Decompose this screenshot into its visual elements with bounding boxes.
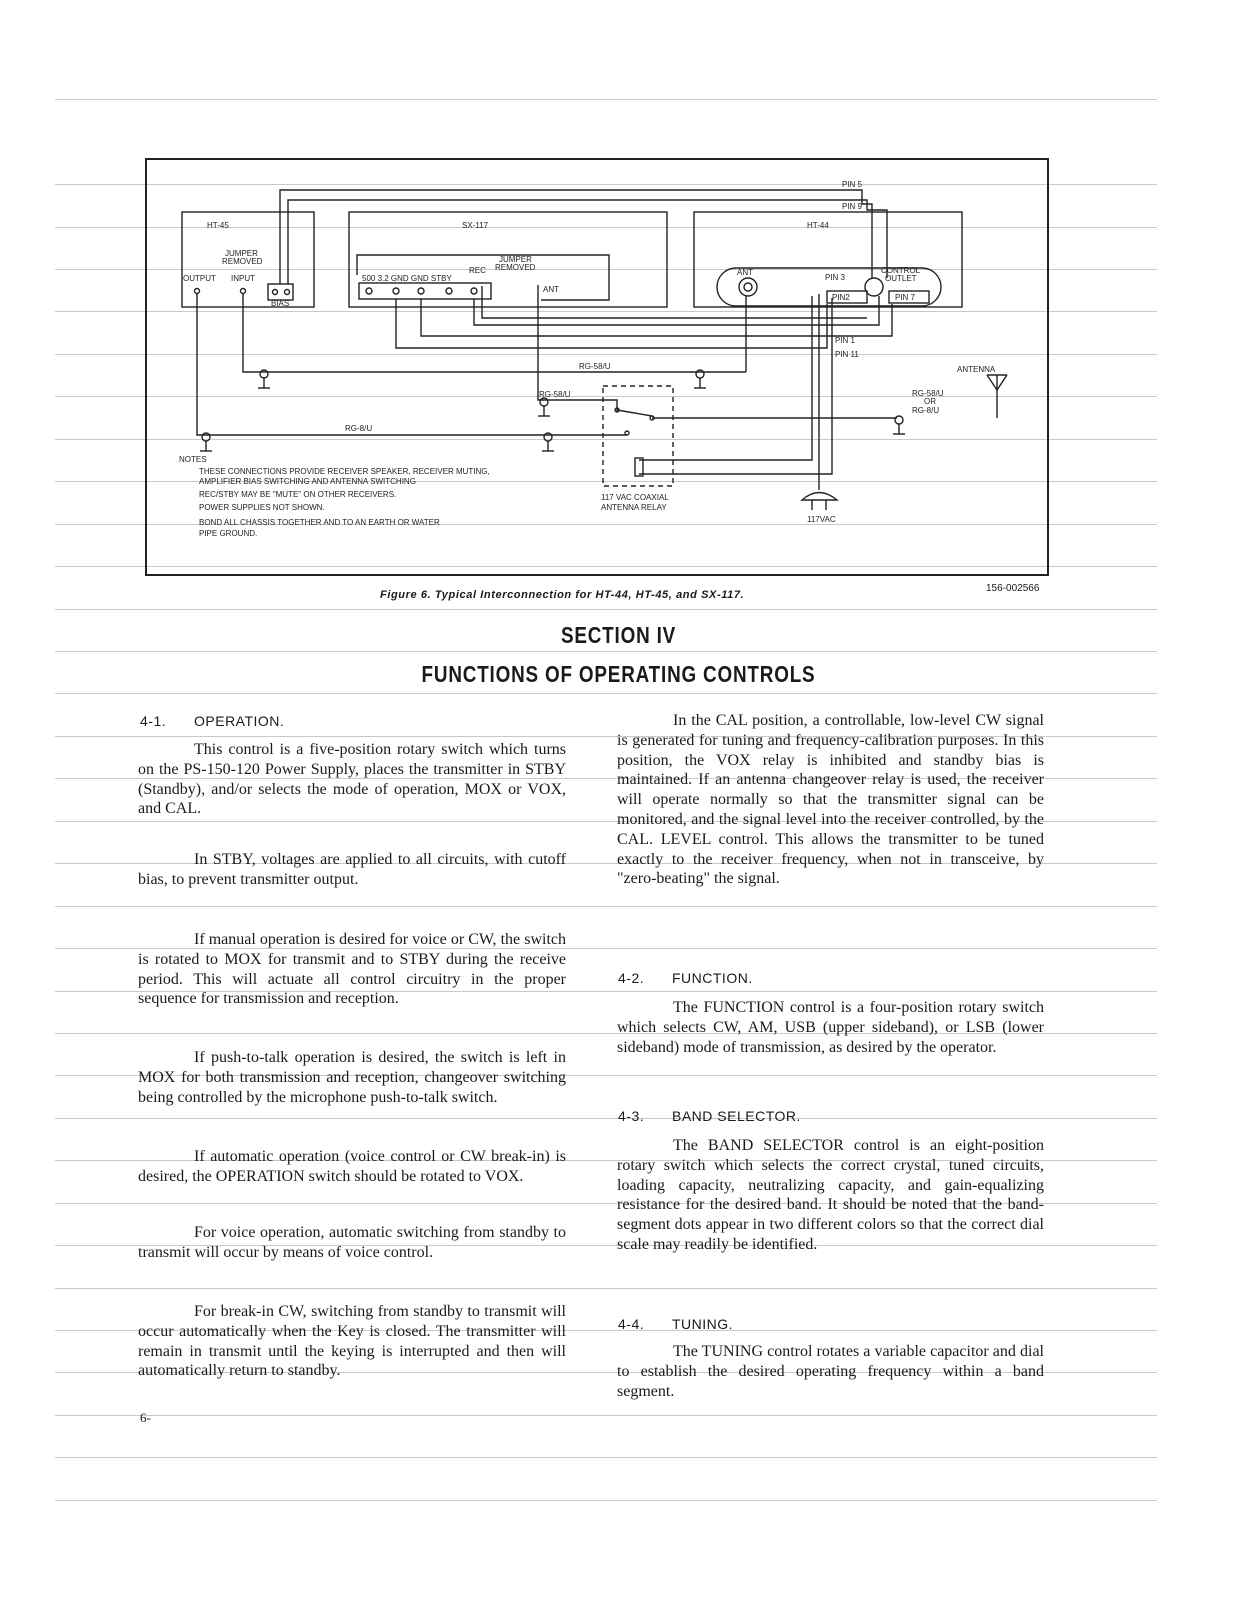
label-pin1: PIN 1 [835, 336, 856, 345]
paragraph: If push-to-talk operation is desired, the switch is left in MOX for both transmission and reception, changeover switching being controlled by the microphone push-to-talk switch. [138, 1049, 566, 1106]
scan-rule [55, 906, 1157, 907]
subsection-number: 4-4. [618, 1316, 645, 1332]
figure-caption: Figure 6. Typical Interconnection for HT-44, HT-45, and SX-117. [380, 589, 745, 601]
subsection-number: 4-1. [140, 713, 167, 729]
label-rg58-mid: RG-58/U [539, 390, 571, 399]
relay-box [603, 386, 673, 486]
label-jumper: JUMPER [225, 249, 258, 258]
paragraph: The TUNING control rotates a variable capacitor and dial to establish the desired operating frequency within a band segment. [617, 1343, 1044, 1400]
interconnection-diagram [147, 160, 1047, 574]
label-pin2: PIN2 [832, 293, 850, 302]
note-1: THESE CONNECTIONS PROVIDE RECEIVER SPEAKER, RECEIVER MUTING, [199, 467, 490, 476]
label-pin7: PIN 7 [895, 293, 916, 302]
label-rg8: RG-8/U [345, 424, 373, 433]
scan-rule [55, 99, 1157, 100]
label-rg58-top: RG-58/U [579, 362, 611, 371]
paragraph: The FUNCTION control is a four-position rotary switch which selects CW, AM, USB (upper sideband), or LSB (lower sideband) mode of transmission, as desired by the operator. [617, 999, 1044, 1056]
subsection-4-3-heading [618, 1108, 801, 1124]
label-sx-terminals: 500 3.2 GND GND STBY [362, 274, 452, 283]
scan-rule [55, 693, 1157, 694]
subsection-title: BAND SELECTOR. [672, 1108, 801, 1124]
scan-rule [55, 1288, 1157, 1289]
paragraph: If automatic operation (voice control or CW break-in) is desired, the OPERATION switch should be rotated to VOX. [138, 1148, 566, 1185]
label-sx-ant: ANT [543, 285, 559, 294]
section-subtitle: FUNCTIONS OF OPERATING CONTROLS [421, 661, 816, 687]
note-2: AMPLIFIER BIAS SWITCHING AND ANTENNA SWITCHING [199, 477, 416, 486]
paragraph: In STBY, voltages are applied to all circuits, with cutoff bias, to prevent transmitter output. [138, 851, 566, 888]
note-5: BOND ALL CHASSIS TOGETHER AND TO AN EARTH OR WATER [199, 518, 440, 527]
label-relay-2: ANTENNA RELAY [601, 503, 667, 512]
label-pin11: PIN 11 [835, 350, 859, 359]
scan-rule [55, 1457, 1157, 1458]
label-sx-removed: REMOVED [495, 263, 536, 272]
scan-rule [55, 609, 1157, 610]
label-ht44-ant: ANT [737, 268, 753, 277]
label-rg58-or-2: OR [924, 397, 936, 406]
label-pin9: PIN 9 [842, 202, 863, 211]
subsection-title: TUNING. [672, 1316, 734, 1332]
note-3: REC/STBY MAY BE "MUTE" ON OTHER RECEIVERS. [199, 490, 397, 499]
scan-rule [55, 1118, 1157, 1119]
label-pin3: PIN 3 [825, 273, 846, 282]
label-relay-1: 117 VAC COAXIAL [601, 493, 669, 502]
scan-rule [55, 1415, 1157, 1416]
paragraph: The BAND SELECTOR control is an eight-position rotary switch which selects the correct crystal, tuned circuits, loading capacity, neutralizing capacity, and gain-equalizing resistance for the desired band. It should be noted that the band-segment dots appear in two different colors so that the correct dial scale may readily be identified. [617, 1137, 1044, 1253]
paragraph: For voice operation, automatic switching from standby to transmit will occur by means of voice control. [138, 1224, 566, 1261]
label-outlet: OUTLET [885, 274, 917, 283]
label-input: INPUT [231, 274, 255, 283]
figure-number: 156-002566 [986, 583, 1040, 594]
subsection-4-2-heading [618, 970, 753, 986]
label-antenna: ANTENNA [957, 365, 996, 374]
page-number: 6- [140, 1410, 151, 1425]
scan-rule [55, 1500, 1157, 1501]
label-rg58-or-1: RG-58/U [912, 389, 944, 398]
label-output: OUTPUT [183, 274, 216, 283]
paragraph: This control is a five-position rotary switch which turns on the PS-150-120 Power Supply, places the transmitter in STBY (Standby), and/or selects the mode of operation, MOX or VOX, and CAL. [138, 741, 566, 818]
scan-rule [55, 651, 1157, 652]
label-ht45: HT-45 [207, 221, 229, 230]
subsection-4-4-heading [618, 1316, 733, 1332]
paragraph: If manual operation is desired for voice or CW, the switch is rotated to MOX for transmit and to STBY during the receive period. This will actuate all control circuitry in the proper sequence for transmission and reception. [138, 931, 566, 1008]
paragraph: For break-in CW, switching from standby to transmit will occur automatically when the Key is closed. The transmitter will remain in transmit until the keying is interrupted and then will automatically return to standby. [138, 1303, 566, 1380]
subsection-title: OPERATION. [194, 713, 285, 729]
notes-title: NOTES [179, 455, 207, 464]
subsection-number: 4-3. [618, 1108, 645, 1124]
section-title: SECTION IV [560, 622, 677, 648]
label-bias: BIAS [271, 299, 290, 308]
paragraph: In the CAL position, a controllable, low-level CW signal is generated for tuning and frequency-calibration purposes. In this position, the VOX relay is inhibited and standby bias is maintained. If an antenna changeover relay is used, the receiver will operate normally so that the transmitter signal can be monitored, and the signal level into the receiver controlled, by the CAL. LEVEL control. This allows the transmitter to be tuned exactly to the receiver frequency, when not in transceive, by "zero-beating" the signal. [617, 712, 1044, 888]
subsection-number: 4-2. [618, 970, 645, 986]
label-rg58-or-3: RG-8/U [912, 406, 940, 415]
label-rec: REC [469, 266, 486, 275]
label-sx-jumper: JUMPER [499, 255, 532, 264]
figure-frame [145, 158, 1049, 576]
subsection-4-1-heading [140, 713, 284, 729]
label-117vac: 117VAC [807, 515, 836, 524]
note-6: PIPE GROUND. [199, 529, 258, 538]
label-removed: REMOVED [222, 257, 263, 266]
subsection-title: FUNCTION. [672, 970, 753, 986]
label-pin5: PIN 5 [842, 180, 863, 189]
label-sx117: SX-117 [462, 221, 489, 230]
label-control: CONTROL [881, 266, 921, 275]
note-4: POWER SUPPLIES NOT SHOWN. [199, 503, 325, 512]
label-ht44: HT-44 [807, 221, 829, 230]
